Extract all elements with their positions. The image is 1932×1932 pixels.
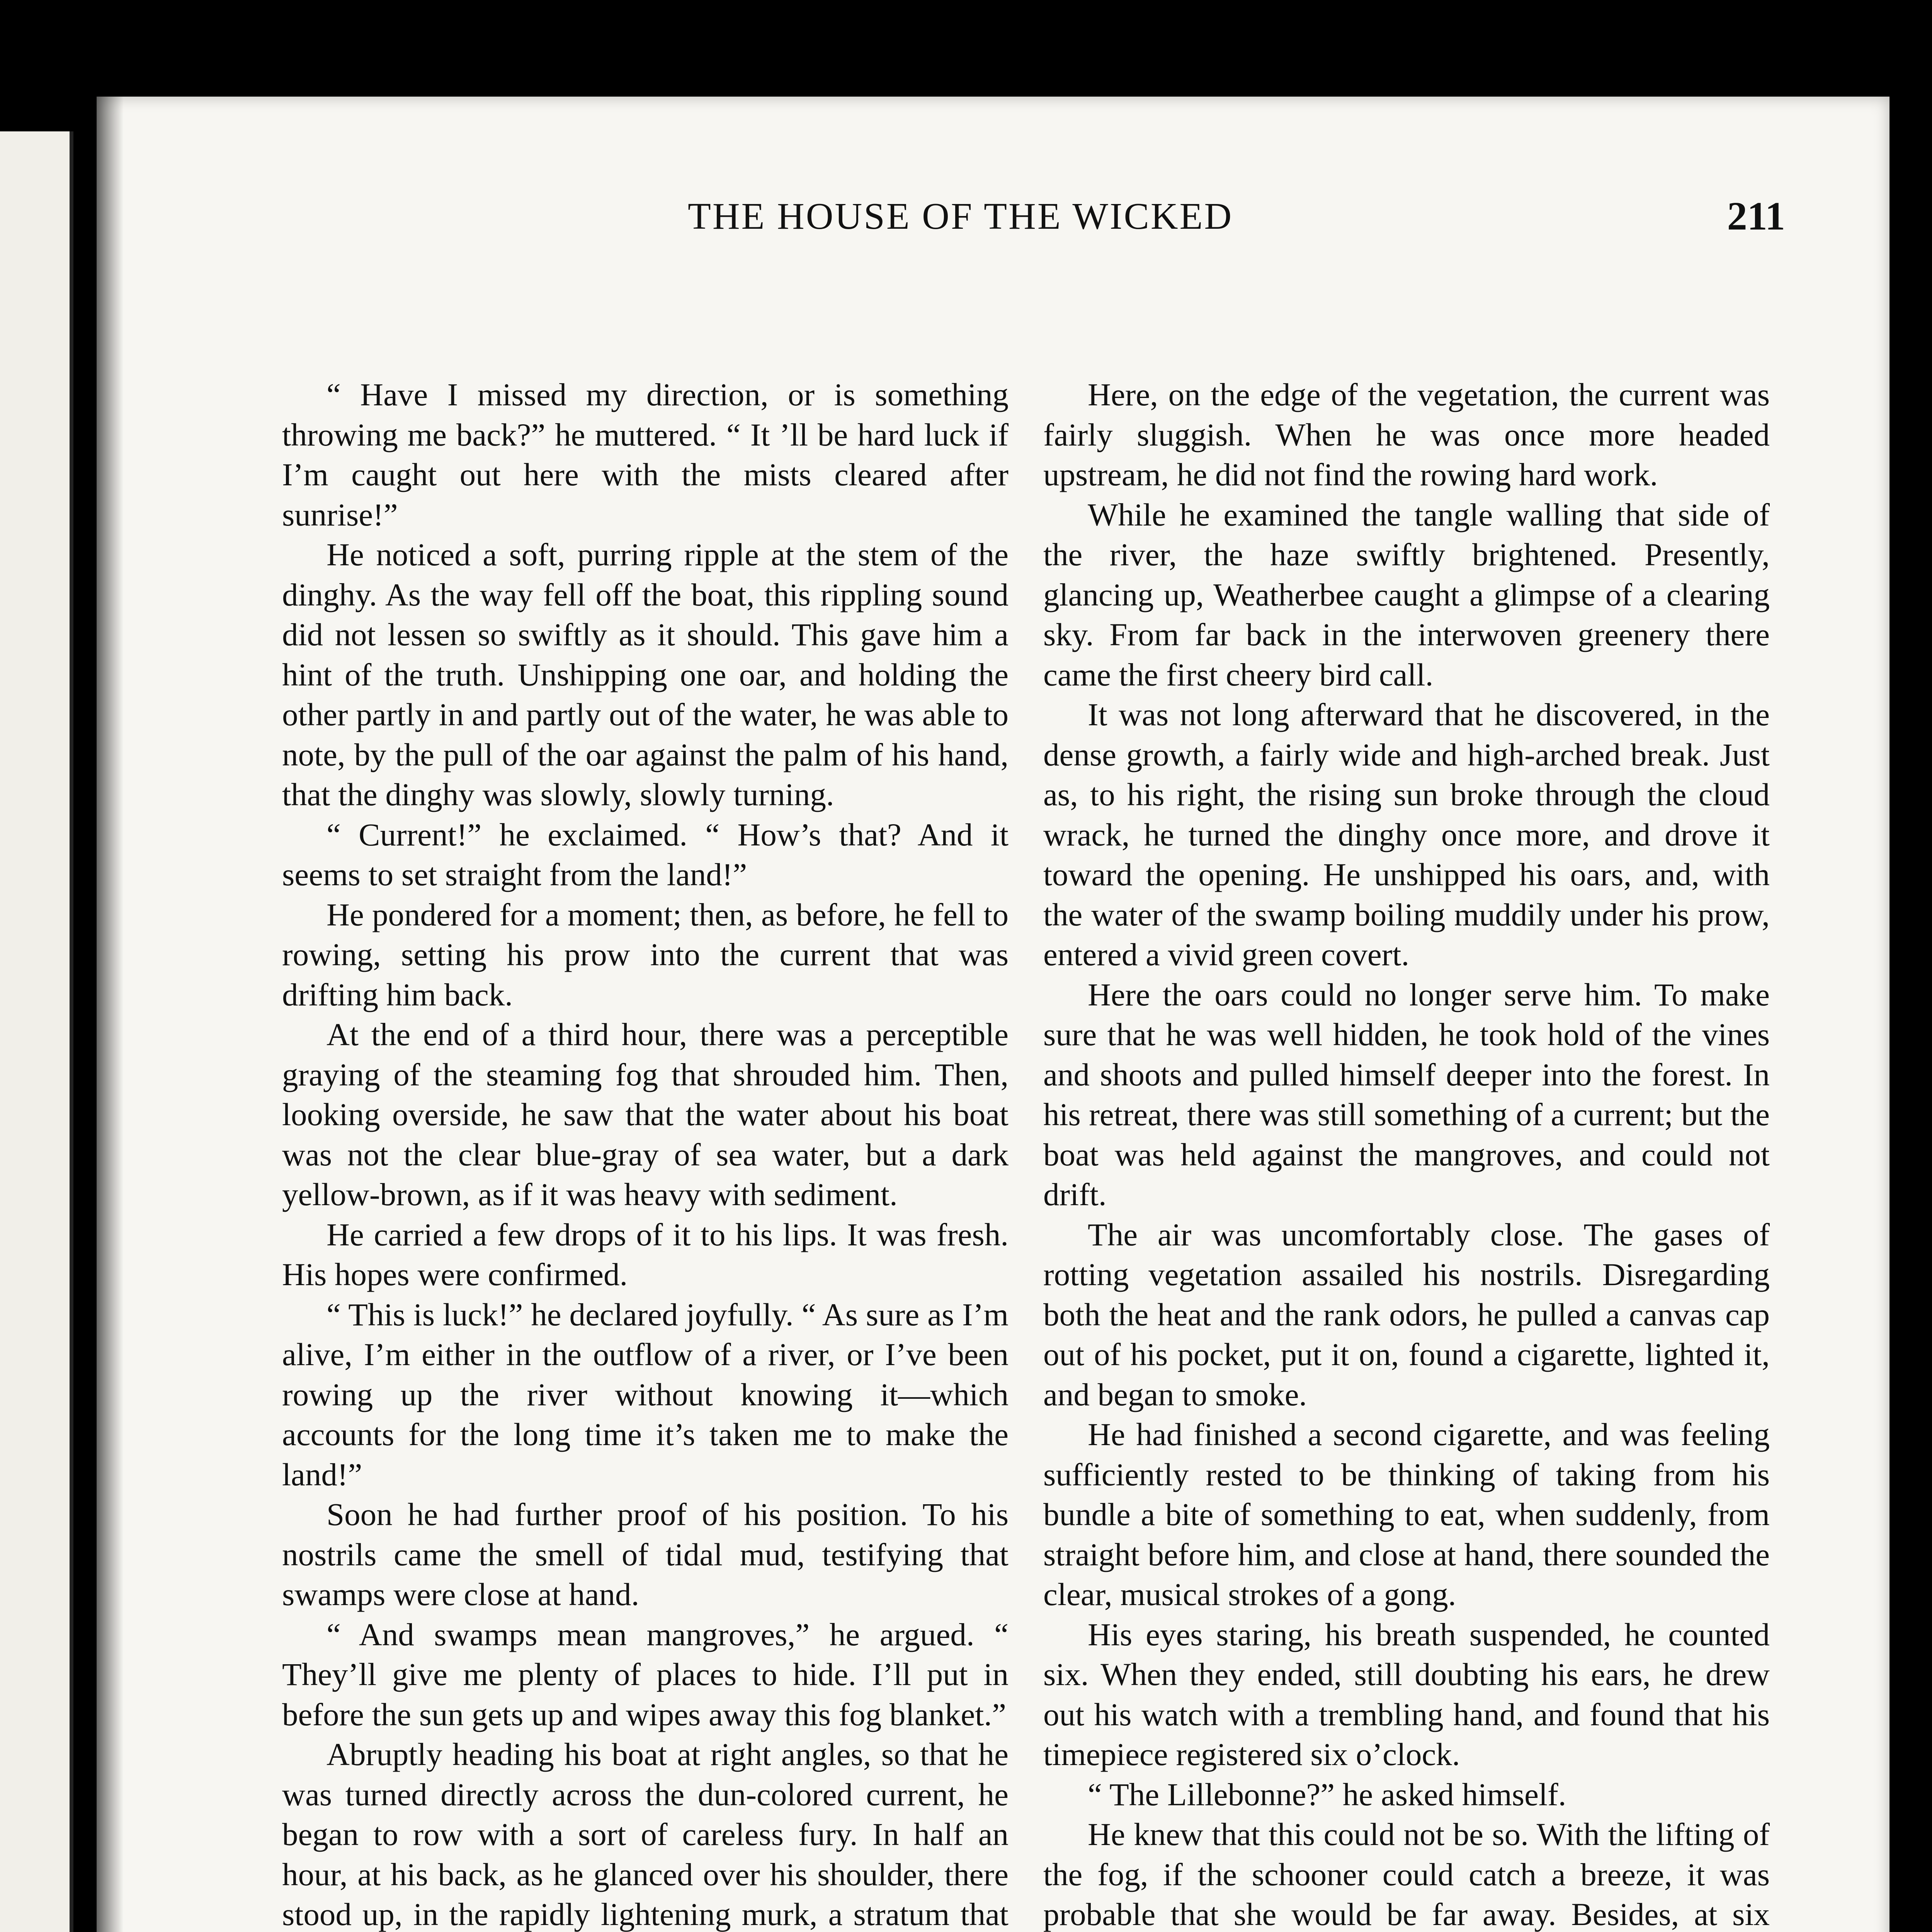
page-header	[580, 189, 1785, 251]
paragraph: At the end of a third hour, there was a perceptible graying of the steaming fog that shrouded him. Then, looking overside, he saw that the water about his boat was not the clear blue-gray of sea water, but a dark yellow-brown, as if it was heavy with sediment.	[282, 1017, 1009, 1212]
paragraph: Here the oars could no longer serve him. To make sure that he was well hidden, he took hold of the vines and shoots and pulled himself deeper into the forest. In his retreat, there was still something of a current; but the boat was held against the mangroves, and could not drift.	[1043, 976, 1770, 1212]
paragraph: The air was uncomfortably close. The gases of rotting vegetation assailed his nostrils. Disregarding both the heat and the rank odors, he pulled a canvas cap out of his pocket, put it on, found a cigarette, lighted it, and began to smoke.	[1043, 1216, 1770, 1412]
paragraph: He noticed a soft, purring ripple at the stem of the dinghy. As the way fell off the boat, this rippling sound did not lessen so swiftly as it should. This gave him a hint of the truth. Unshipping one oar, and holding the other partly in and partly out of the water, he was able to note, by the pull of the oar against the palm of his hand, that the dinghy was slowly, slowly turning.	[282, 537, 1009, 812]
paragraph: He carried a few drops of it to his lips. It was fresh. His hopes were confirmed.	[282, 1216, 1009, 1292]
paragraph: Abruptly heading his boat at right angles, so that he was turned directly across the dun-colored current, he began to row with a sort of careless fury. In half an hour, at his back, as he glanced over his shoulder, there stood up, in the rapidly lightening murk, a stratum that	[282, 1736, 1009, 1932]
paragraph: “ This is luck!” he declared joyfully. “ As sure as I’m alive, I’m either in the outflow of a river, or I’ve been rowing up the river without knowing it—which accounts for the long time it’s taken me to make the land!”	[282, 1296, 1009, 1492]
paragraph: He pondered for a moment; then, as before, he fell to rowing, setting his prow into the current that was drifting him back.	[282, 896, 1009, 1012]
paragraph: “ And swamps mean mangroves,” he argued. “ They’ll give me plenty of places to hide. I’ll put in before the sun gets up and wipes away this fog blanket.”	[282, 1616, 1009, 1732]
paragraph: He knew that this could not be so. With the lifting of the fog, if the schooner could catch a breeze, it was probable that she would be far away. Besides, at six	[1043, 1816, 1770, 1932]
paragraph: “ Current!” he exclaimed. “ How’s that? And it seems to set straight from the land!”	[282, 816, 1009, 892]
paragraph: Here, on the edge of the vegetation, the current was fairly sluggish. When he was once more headed upstream, he did not find the rowing hard work.	[1043, 377, 1770, 492]
paragraph: It was not long afterward that he discovered, in the dense growth, a fairly wide and high-arched break. Just as, to his right, the rising sun broke through the cloud wrack, he turned the dinghy once more, and drove it toward the opening. He unshipped his oars, and, with the water of the swamp boiling muddily under his prow, entered a vivid green covert.	[1043, 697, 1770, 972]
paragraph: His eyes staring, his breath suspended, he counted six. When they ended, still doubting his ears, he drew out his watch with a trembling hand, and found that his timepiece registered six o’clock.	[1043, 1616, 1770, 1772]
running-title: THE HOUSE OF THE WICKED	[688, 196, 1233, 237]
left-column	[282, 375, 1009, 1932]
paragraph: “ The Lillebonne?” he asked himself.	[1088, 1776, 1566, 1812]
right-column	[1043, 375, 1770, 1932]
previous-page-edge	[0, 131, 73, 1932]
page-number: 211	[1727, 194, 1785, 238]
paragraph: He had finished a second cigarette, and was feeling sufficiently rested to be thinking of taking from his bundle a bite of something to eat, when suddenly, from straight before him, and close at hand, there sounded the clear, musical strokes of a gong.	[1043, 1417, 1770, 1612]
paragraph: “ Have I missed my direction, or is something throwing me back?” he muttered. “ It ’ll be hard luck if I’m caught out here with the mists cleared after sunrise!”	[282, 377, 1009, 532]
binding-shadow	[97, 97, 124, 1932]
paragraph: While he examined the tangle walling that side of the river, the haze swiftly brightened. Presently, glancing up, Weatherbee caught a glimpse of a clearing sky. From far back in the interwoven greenery there came the first cheery bird call.	[1043, 497, 1770, 692]
paragraph: Soon he had further proof of his position. To his nostrils came the smell of tidal mud, testifying that swamps were close at hand.	[282, 1497, 1009, 1612]
